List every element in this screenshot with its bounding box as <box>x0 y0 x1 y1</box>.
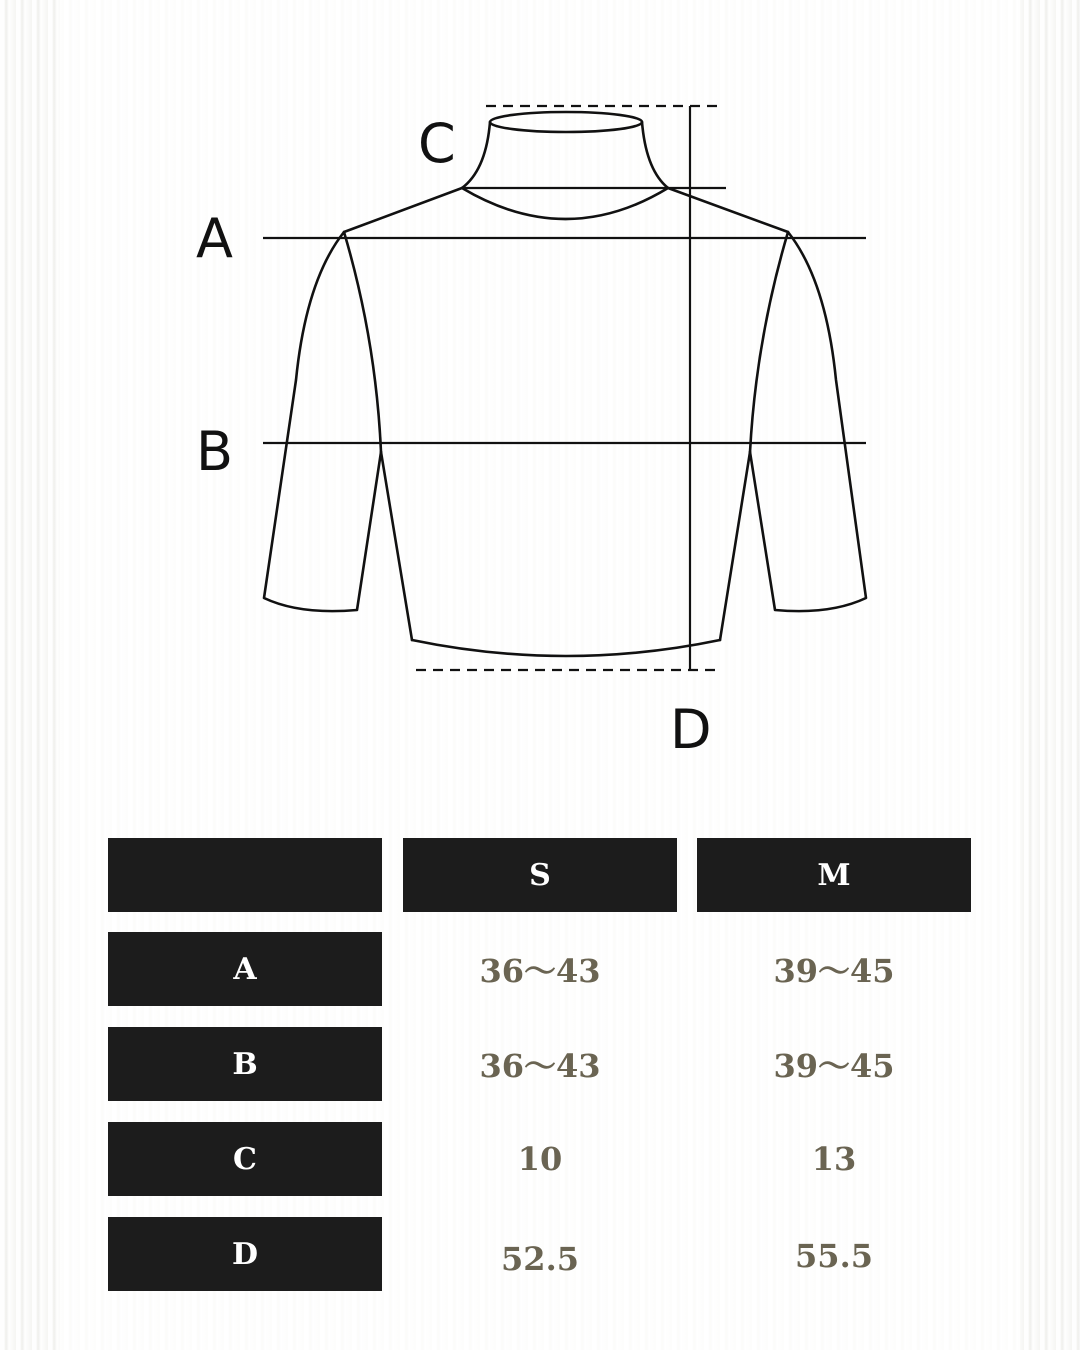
cell-d-m: 55.5 <box>795 1237 873 1275</box>
collar-right-edge <box>642 122 668 188</box>
cell-d-s: 52.5 <box>501 1240 579 1278</box>
neck-seam <box>462 188 668 219</box>
label-b: B <box>196 420 234 483</box>
left-body-side <box>381 452 412 640</box>
cell-c-m: 13 <box>811 1140 857 1178</box>
hem-outline <box>412 640 720 656</box>
collar-left-edge <box>462 122 490 188</box>
cell-a-s: 36〜43 <box>479 952 601 990</box>
column-header-m: M <box>697 838 971 912</box>
label-a: A <box>196 207 233 270</box>
row-header-b: B <box>108 1027 382 1101</box>
label-d: D <box>670 698 712 761</box>
cell-b-m: 39〜45 <box>773 1047 895 1085</box>
right-shoulder-sleeve-outline <box>668 188 866 611</box>
right-body-side <box>720 452 750 640</box>
row-header-d: D <box>108 1217 382 1291</box>
column-header-s: S <box>403 838 677 912</box>
table-corner-cell <box>108 838 382 912</box>
row-header-c: C <box>108 1122 382 1196</box>
collar-top-outline <box>490 112 642 132</box>
cell-a-m: 39〜45 <box>773 952 895 990</box>
label-c: C <box>418 112 456 175</box>
left-shoulder-sleeve-outline <box>264 188 462 611</box>
row-header-a: A <box>108 932 382 1006</box>
cell-c-s: 10 <box>517 1140 563 1178</box>
left-armhole-seam <box>344 232 381 452</box>
cell-b-s: 36〜43 <box>479 1047 601 1085</box>
right-armhole-seam <box>750 232 788 452</box>
